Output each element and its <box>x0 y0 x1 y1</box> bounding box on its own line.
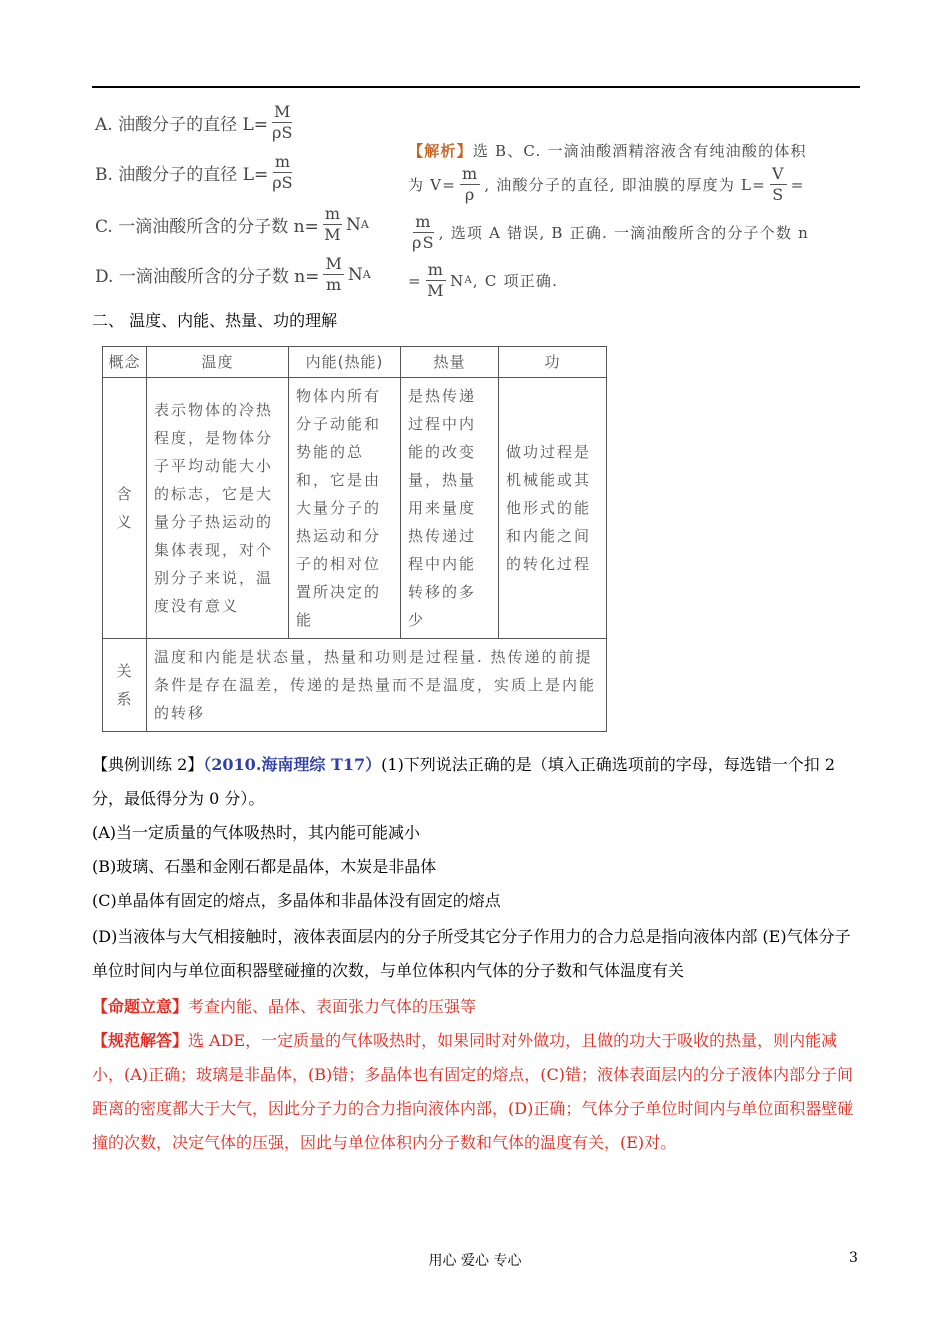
row-label: 含义 <box>103 378 147 639</box>
page-number: 3 <box>849 1250 858 1266</box>
analysis-line-2: 为 V= $\frac{m}{\rho}$ , 油酸分子的直径, 即油膜的厚度为 L= $\frac{V}{S}$ = <box>408 164 805 204</box>
option-c-text: C. 一滴油酸所含的分子数 n= <box>95 217 319 237</box>
option-b <box>95 154 297 191</box>
choice-a: (A)当一定质量的气体吸热时，其内能可能减小 <box>92 823 421 842</box>
page-footer: 用心 爱心 专心 <box>428 1253 522 1269</box>
table-cell: 物体内所有分子动能和势能的总和，它是由大量分子的热运动和分子的相对位置所决定的能 <box>289 378 401 639</box>
choice-b: (B)玻璃、石墨和金刚石都是晶体，木炭是非晶体 <box>92 857 437 876</box>
answer-block: 【规范解答】选 ADE，一定质量的气体吸热时，如果同时对外做功，且做的功大于吸收的热量，则内能减小，(A)正确；玻璃是非晶体，(B)错；多晶体也有固定的熔点，(C)错；液体表面层内的分子液体内部分子间距离的密度都大于大气，因此分子力的合力指向液体内部，(D)正确；气体分子单位时间内与单位面积器壁碰撞的次数，决定气体的压强，因此与单位体积内分子数和气体的温度有关，(E)对。 <box>92 1031 854 1152</box>
table-cell: 温度和内能是状态量，热量和功则是过程量. 热传递的前提条件是存在温差，传递的是热量而不是温度，实质上是内能的转移 <box>147 639 607 732</box>
table-header: 概念 <box>103 347 147 378</box>
option-d-fraction: $\frac{M}{m}$ <box>325 254 342 294</box>
example-source: （2010.海南理综 T17） <box>203 755 382 774</box>
choice-c: (C)单晶体有固定的熔点，多晶体和非晶体没有固定的熔点 <box>92 891 501 910</box>
intent-tag: 【命题立意】 <box>92 997 189 1016</box>
table-cell: 是热传递过程中内能的改变量，热量用来量度热传递过程中内能转移的多少 <box>401 378 499 639</box>
option-c: C. 一滴油酸所含的分子数 n= $\frac{m}{M}$ N A <box>95 204 369 244</box>
example-prefix: 【典例训练 2】 <box>92 755 204 774</box>
concept-table <box>102 346 607 732</box>
table-header: 内能(热能) <box>289 347 401 378</box>
table-header: 热量 <box>401 347 499 378</box>
option-a-fraction: $\frac{M}{\rho S}$ <box>272 102 293 142</box>
analysis-line-3: $\frac{m}{\rho S}$ , 选项 A 错误, B 正确. 一滴油酸所含的分子个数 n <box>412 212 809 252</box>
section-title: 二、 温度、内能、热量、功的理解 <box>92 311 338 330</box>
intent-line: 【命题立意】考查内能、晶体、表面张力气体的压强等 <box>92 997 477 1016</box>
table-header: 功 <box>499 347 607 378</box>
option-a <box>95 104 296 141</box>
analysis-tag: 【解析】 <box>408 142 473 160</box>
table-row <box>103 639 607 732</box>
row-label: 关系 <box>103 639 147 732</box>
analysis-line-1: 【解析】 选 B、C. 一滴油酸酒精溶液含有纯油酸的体积 <box>408 142 807 160</box>
table-cell: 做功过程是机械能或其他形式的能和内能之间的转化过程 <box>499 378 607 639</box>
example-question: 【典例训练 2】（2010.海南理综 T17）(1)下列说法正确的是（填入正确选项前的字母，每选错一个扣 2 分，最低得分为 0 分）。 <box>92 755 836 808</box>
analysis-line-4: = $\frac{m}{M}$ N A , C 项正确. <box>408 260 559 300</box>
table-header-row <box>103 347 607 378</box>
table-cell: 表示物体的冷热程度，是物体分子平均动能大小的标志，它是大量分子热运动的集体表现，对个别分子来说，温度没有意义 <box>147 378 289 639</box>
answer-tag: 【规范解答】 <box>92 1031 189 1050</box>
option-c-fraction: $\frac{m}{M}$ <box>324 204 341 244</box>
option-d: D. 一滴油酸所含的分子数 n= $\frac{M}{m}$ N A <box>95 254 371 294</box>
header-rule <box>92 86 860 88</box>
option-a-text: A. 油酸分子的直径 L= <box>95 115 269 135</box>
option-b-fraction: $\frac{m}{\rho S}$ <box>272 152 293 192</box>
option-d-text: D. 一滴油酸所含的分子数 n= <box>95 267 320 287</box>
choice-de: (D)当液体与大气相接触时，液体表面层内的分子所受其它分子作用力的合力总是指向液体内部 (E)气体分子单位时间内与单位面积器壁碰撞的次数，与单位体积内气体的分子数和气体温度有关 <box>92 927 851 980</box>
table-row <box>103 378 607 639</box>
option-b-text: B. 油酸分子的直径 L= <box>95 165 269 185</box>
table-header: 温度 <box>147 347 289 378</box>
